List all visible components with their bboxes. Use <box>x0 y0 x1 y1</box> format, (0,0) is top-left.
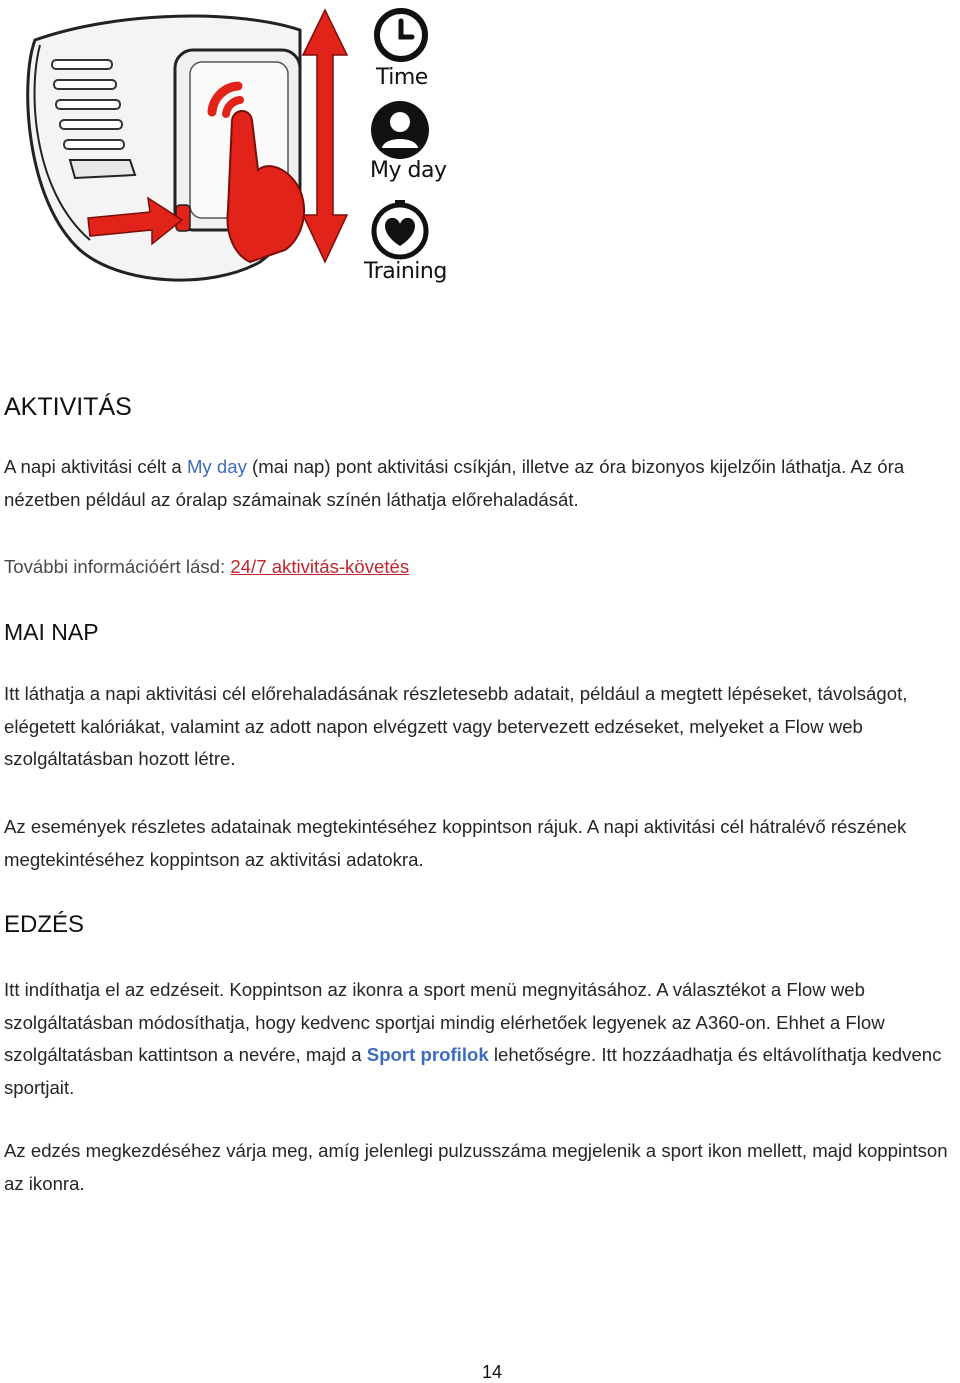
menu-label-time: Time <box>376 65 428 90</box>
sport-profiles-link[interactable]: Sport profilok <box>366 1044 489 1065</box>
my-day-link[interactable]: My day <box>186 456 247 477</box>
menu-label-my-day: My day <box>370 158 447 183</box>
activity-tracking-link[interactable]: 24/7 aktivitás-követés <box>230 556 410 577</box>
menu-label-training: Training <box>364 259 447 284</box>
edzes-paragraph-1: Itt indíthatja el az edzéseit. Koppintson az ikonra a sport menü megnyitásához. A választékot a Flow web szolgáltatásban módosíthatja, hogy kedvenc sportjai mindig elérhetőek legyenek az A360-on. Ehhet a Flow szolgáltatásban kattintson a nevére, majd a Sport profilok lehetőségre. Itt hozzáadhatja és eltávolíthatja kedvenc sportjait. <box>4 979 942 1098</box>
section-heading-aktivitas: AKTIVITÁS <box>4 393 132 421</box>
clock-icon <box>372 6 430 64</box>
heart-icon <box>370 198 430 260</box>
section-heading-mai-nap: MAI NAP <box>4 619 99 645</box>
mai-nap-paragraph-1: Itt láthatja a napi aktivitási cél előrehaladásának részletesebb adatait, például a megtett lépéseket, távolságot, elégetett kalóriákat, valamint az adott napon elvégzett vagy betervezett edzéseket, melyeket a Flow web szolgáltatásban hozott létre. <box>4 683 908 769</box>
aktivitas-paragraph-2: További információért lásd: 24/7 aktivitás-követés <box>4 556 410 577</box>
edzes-paragraph-2: Az edzés megkezdéséhez várja meg, amíg jelenlegi pulzusszáma megjelenik a sport ikon mellett, majd koppintson az ikonra. <box>4 1140 948 1194</box>
section-heading-edzes: EDZÉS <box>4 911 85 938</box>
mai-nap-paragraph-2: Az események részletes adatainak megtekintéséhez koppintson rájuk. A napi aktivitási cél hátralévő részének megtekintéséhez koppintson az aktivitási adatokra. <box>4 816 907 870</box>
page-number: 14 <box>481 1362 503 1382</box>
aktivitas-paragraph-1: A napi aktivitási célt a My day (mai nap) pont aktivitási csíkján, illetve az óra bizonyos kijelzőin láthatja. Az óra nézetben például az óralap számainak színén láthatja előrehaladását. <box>4 456 905 510</box>
device-illustration <box>0 0 460 300</box>
person-icon <box>370 100 430 160</box>
